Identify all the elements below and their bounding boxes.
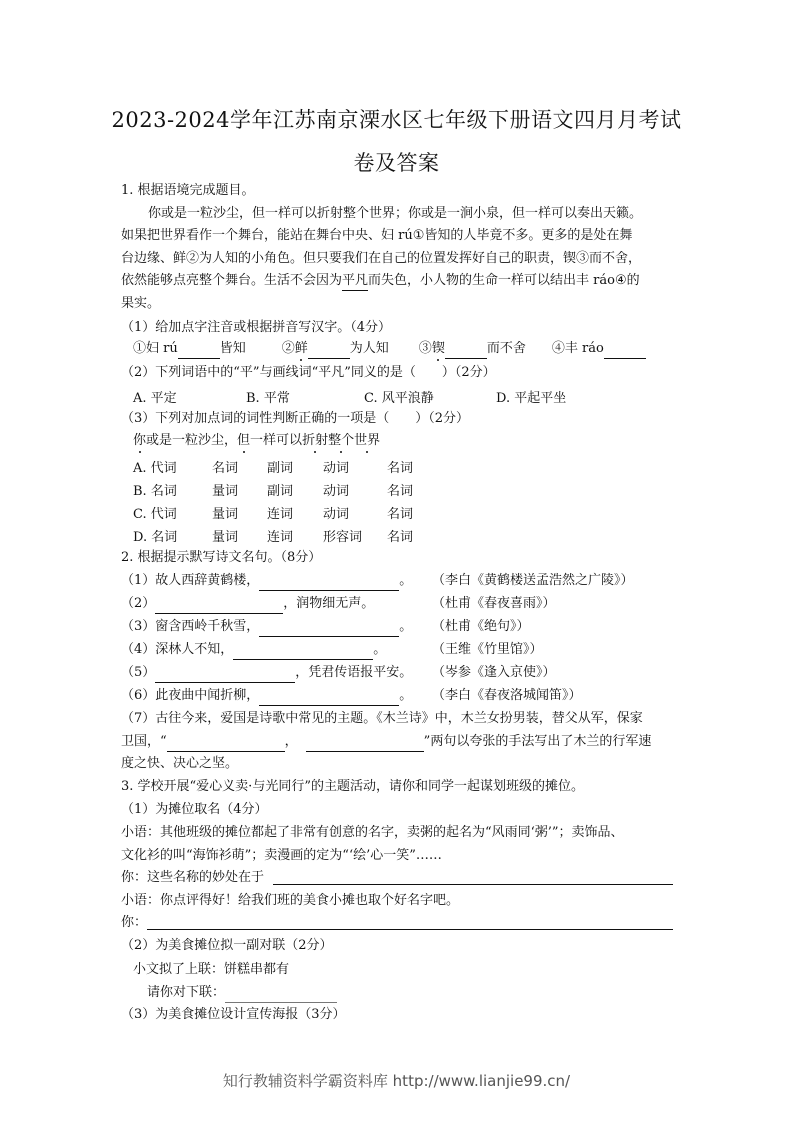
- dotted-char: 鲜: [294, 341, 308, 356]
- blank-answer[interactable]: [225, 984, 337, 1003]
- q3-sub1: （1）为摊位取名（4分）: [121, 802, 268, 817]
- q3-sub3: （3）为美食摊位设计宣传海报（3分）: [121, 1007, 346, 1022]
- exam-title-line2: 卷及答案: [353, 151, 440, 175]
- q3-answer-prompt: 你：这些名称的妙处在于: [121, 870, 265, 885]
- q1-para-line: 台边缘、鲜②为人知的小角色。但只要我们在自己的位置发挥好自己的职责，锲③而不舍，: [121, 251, 642, 266]
- q1-sub3-option-a[interactable]: A. 代词: [133, 461, 177, 476]
- answer-line[interactable]: [273, 884, 673, 885]
- q2-item-3-source: （杜甫《绝句》）: [432, 619, 530, 634]
- q1-sub3-option-c[interactable]: C. 代词: [133, 507, 177, 522]
- blank-answer[interactable]: [155, 595, 283, 614]
- blank-answer[interactable]: [306, 733, 424, 752]
- q1-sub1: （1）给加点字注音或根据拼音写汉字。（4分）: [121, 320, 392, 335]
- blank-answer[interactable]: [308, 340, 350, 359]
- underlined-word-pingfan: 平凡: [342, 272, 368, 291]
- q2-item-1: （1）故人西辞黄鹤楼， 。: [121, 572, 412, 591]
- q2-item-4-source: （王维《竹里馆》）: [432, 642, 543, 657]
- q3-sub2: （2）为美食摊位拟一副对联（2分）: [121, 938, 333, 953]
- q1-heading: 1. 根据语境完成题目。: [121, 183, 255, 198]
- q3-dialog-line: 文化衫的叫“海饰衫萌”；卖漫画的定为“‘绘’心一笑”……: [121, 848, 442, 863]
- q2-item-1-source: （李白《黄鹤楼送孟浩然之广陵》）: [432, 573, 634, 588]
- q1-sub3: （3）下列对加点词的词性判断正确的一项是（ ）（2分）: [121, 411, 470, 426]
- q2-heading: 2. 根据提示默写诗文名句。（8分）: [121, 550, 322, 565]
- exam-title-line1: 2023-2024学年江苏南京溧水区七年级下册语文四月月考试: [111, 108, 682, 132]
- blank-answer[interactable]: [445, 340, 487, 359]
- q1-para-line: 你或是一粒沙尘，但一样可以折射整个世界；你或是一涧小泉，但一样可以奏出天籁。: [148, 206, 643, 221]
- exam-page: 2023-2024学年江苏南京溧水区七年级下册语文四月月考试 卷及答案 1. 根据语境完成题目。 你或是一粒沙尘，但一样可以折射整个世界；你或是一涧小泉，但一样可以奏出天籁。 如果把世界看作一个舞台，能站在舞台中央、妇 rú①皆知的人毕竟不多。更多的是处在舞 台边缘、鲜②为人知的小角色。但只要我们在自己的位置发挥好自己的职责，锲③而不舍， 依然能够点亮整个舞台。生活不会因为平凡而失色，小人物的生命一样可以结出丰 ráo④的 果实。 （1）给加点字注音或根据拼音写汉字。（4分） ①妇 rú 皆知 ②鲜 为人知 ③锲 而不舍 ④丰 ráo （2）下列词语中的“平”与画线词“平凡”同义的是（ ）（2分） A. 平定 B. 平常 C. 风平浪静 D. 平起平坐 （3）下列对加点词的词性判断正确的一项是（ ）（2分） 你或是一粒沙尘，但一样可以折射整个世界 A. 代词 名词 副词 动词 名词 B. 名词 量词 副词 动词 名词 C. 代词 量词 连词 动词 名词 D. 名词 量词 连词 形容词 名词 2. 根据提示默写诗文名句。（8分） （1）故人西辞黄鹤楼， 。 （李白《黄鹤楼送孟浩然之广陵》） （2） ，润物细无声。 （杜甫《春夜喜雨》） （3）窗含西岭千秋雪， 。 （杜甫《绝句》） （4）深林人不知， 。 （王维《竹里馆》） （5） ，凭君传语报平安。 （岑参《逢入京使》） （6）此夜曲中闻折柳， 。 （李白《春夜洛城闻笛》） （7）古往今来，爱国是诗歌中常见的主题。《木兰诗》中，木兰女扮男装，替父从军，保家 卫国，“ ， ”两句以夸张的手法写出了木兰的行军速 度之快、决心之坚。 3. 学校开展“爱心义卖·与光同行”的主题活动，请你和同学一起谋划班级的摊位。 （1）为摊位取名（4分） 小语：其他班级的摊位都起了非常有创意的名字，卖粥的起名为“风雨同‘粥’”；卖饰品、 文化衫的叫“海饰衫萌”；卖漫画的定为“‘绘’心一笑”…… 你：这些名称的妙处在于 小语：你点评得好！给我们班的美食小摊也取个好名字吧。 你： （2）为美食摊位拟一副对联（2分） 小文拟了上联：饼糕串都有 请你对下联： （3）为美食摊位设计宣传海报（3分） 知行教辅资料学霸资料库 http://www.lianjie99.cn/: [0, 0, 793, 1122]
- blank-answer[interactable]: [259, 618, 399, 637]
- blank-answer[interactable]: [155, 664, 295, 683]
- q3-dialog-line: 小语：其他班级的摊位都起了非常有创意的名字，卖粥的起名为“风雨同‘粥’”；卖饰品、: [121, 825, 624, 840]
- blank-answer[interactable]: [167, 733, 285, 752]
- q1-para4-a: 依然能够点亮整个舞台。生活不会因为: [121, 273, 343, 288]
- page-footer: 知行教辅资料学霸资料库 http://www.lianjie99.cn/: [222, 1072, 571, 1090]
- q1-para-line: 果实。: [121, 296, 161, 311]
- blank-answer[interactable]: [233, 641, 373, 660]
- blank-answer[interactable]: [259, 572, 399, 591]
- q2-item-4: （4）深林人不知， 。: [121, 641, 386, 660]
- q1-sub2-option-d[interactable]: D. 平起平坐: [496, 391, 567, 406]
- q2-item-2: （2） ，润物细无声。: [121, 595, 374, 614]
- q2-item-7-line1: （7）古往今来，爱国是诗歌中常见的主题。《木兰诗》中，木兰女扮男装，替父从军，保家: [121, 711, 643, 726]
- q3-heading: 3. 学校开展“爱心义卖·与光同行”的主题活动，请你和同学一起谋划班级的摊位。: [121, 779, 584, 794]
- blank-answer[interactable]: [178, 340, 220, 359]
- q3-dialog-line: 小语：你点评得好！给我们班的美食小摊也取个好名字吧。: [121, 893, 460, 908]
- blank-answer[interactable]: [604, 340, 646, 359]
- q1-sub2-option-c[interactable]: C. 风平浪静: [364, 391, 434, 406]
- q1-para4-b: 而失色，小人物的生命一样可以结出丰 ráo④的: [368, 273, 640, 288]
- q1-sub3-sentence: 你或是一粒沙尘，但一样可以折射整个世界: [133, 433, 381, 448]
- q2-item-7-line3: 度之快、决心之坚。: [121, 756, 239, 771]
- q1-sub2: （2）下列词语中的“平”与画线词“平凡”同义的是（ ）（2分）: [121, 365, 496, 380]
- q1-para-line: 如果把世界看作一个舞台，能站在舞台中央、妇 rú①皆知的人毕竟不多。更多的是处在舞: [121, 228, 633, 243]
- q2-item-6: （6）此夜曲中闻折柳， 。: [121, 687, 412, 706]
- q1-para-line: [121, 272, 640, 291]
- q2-item-5: （5） ，凭君传语报平安。: [121, 664, 412, 683]
- q3-couplet-upper: 小文拟了上联：饼糕串都有: [133, 962, 290, 977]
- q2-item-7-line2: 卫国，“ ， ”两句以夸张的手法写出了木兰的行军速: [121, 733, 651, 752]
- q2-item-6-source: （李白《春夜洛城闻笛》）: [432, 688, 582, 703]
- q2-item-3: （3）窗含西岭千秋雪， 。: [121, 618, 412, 637]
- q1-sub2-option-b[interactable]: B. 平常: [246, 391, 290, 406]
- blank-answer[interactable]: [259, 687, 399, 706]
- q3-answer-prompt: 你：: [121, 915, 148, 930]
- q1-sub3-option-d[interactable]: D. 名词: [133, 530, 178, 545]
- q1-sub1-items: ①妇 rú 皆知 ②鲜 为人知 ③锲 而不舍 ④丰 ráo: [133, 340, 646, 359]
- q2-item-2-source: （杜甫《春夜喜雨》）: [432, 596, 556, 611]
- q3-couplet-lower: 请你对下联：: [147, 984, 337, 1003]
- answer-line[interactable]: [147, 929, 673, 930]
- q1-sub2-option-a[interactable]: A. 平定: [133, 391, 177, 406]
- q2-item-5-source: （岑参《逢入京使》）: [432, 665, 556, 680]
- q1-sub3-option-b[interactable]: B. 名词: [133, 484, 177, 499]
- dotted-char: 锲: [431, 341, 445, 356]
